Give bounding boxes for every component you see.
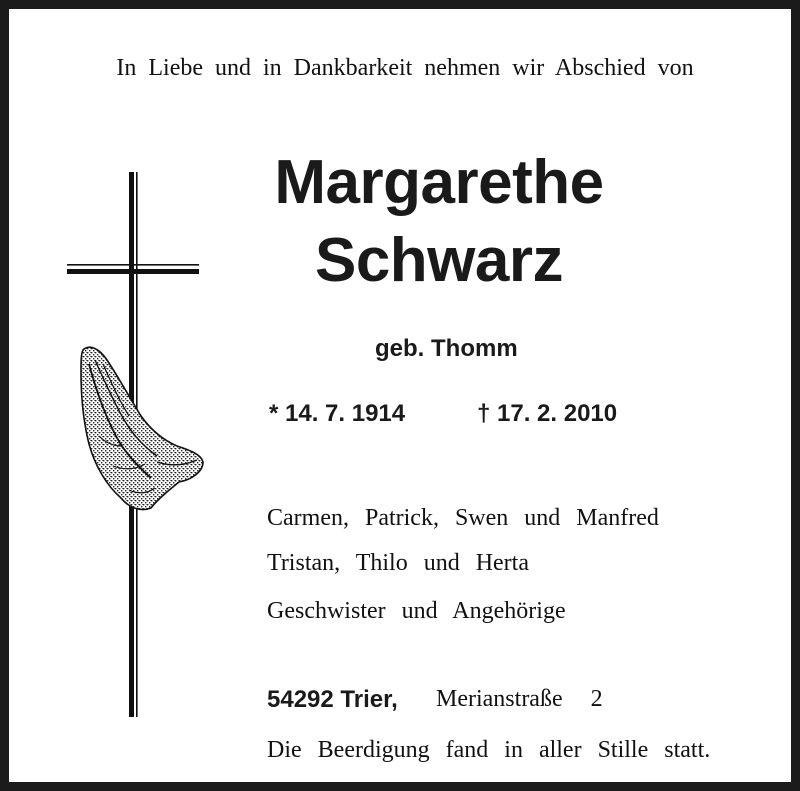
maiden-name: geb. Thomm bbox=[375, 335, 518, 362]
birth-date: * 14. 7. 1914 bbox=[269, 400, 406, 427]
mourners-line-1: Carmen, Patrick, Swen und Manfred bbox=[267, 505, 659, 531]
address-street: Merianstraße 2 bbox=[436, 686, 603, 712]
praying-hands-icon bbox=[81, 347, 203, 509]
mourners-line-3: Geschwister und Angehörige bbox=[267, 598, 566, 624]
death-date: † 17. 2. 2010 bbox=[477, 400, 618, 427]
intro-line: In Liebe und in Dankbarkeit nehmen wir Abschied von bbox=[116, 55, 694, 81]
address-zip-city: 54292 Trier, bbox=[267, 686, 398, 713]
first-name: Margarethe bbox=[274, 148, 604, 217]
mourners-line-2: Tristan, Thilo und Herta bbox=[267, 550, 529, 576]
cross-icon bbox=[59, 164, 219, 724]
funeral-note: Die Beerdigung fand in aller Stille statt. bbox=[267, 737, 711, 763]
last-name: Schwarz bbox=[314, 226, 564, 295]
